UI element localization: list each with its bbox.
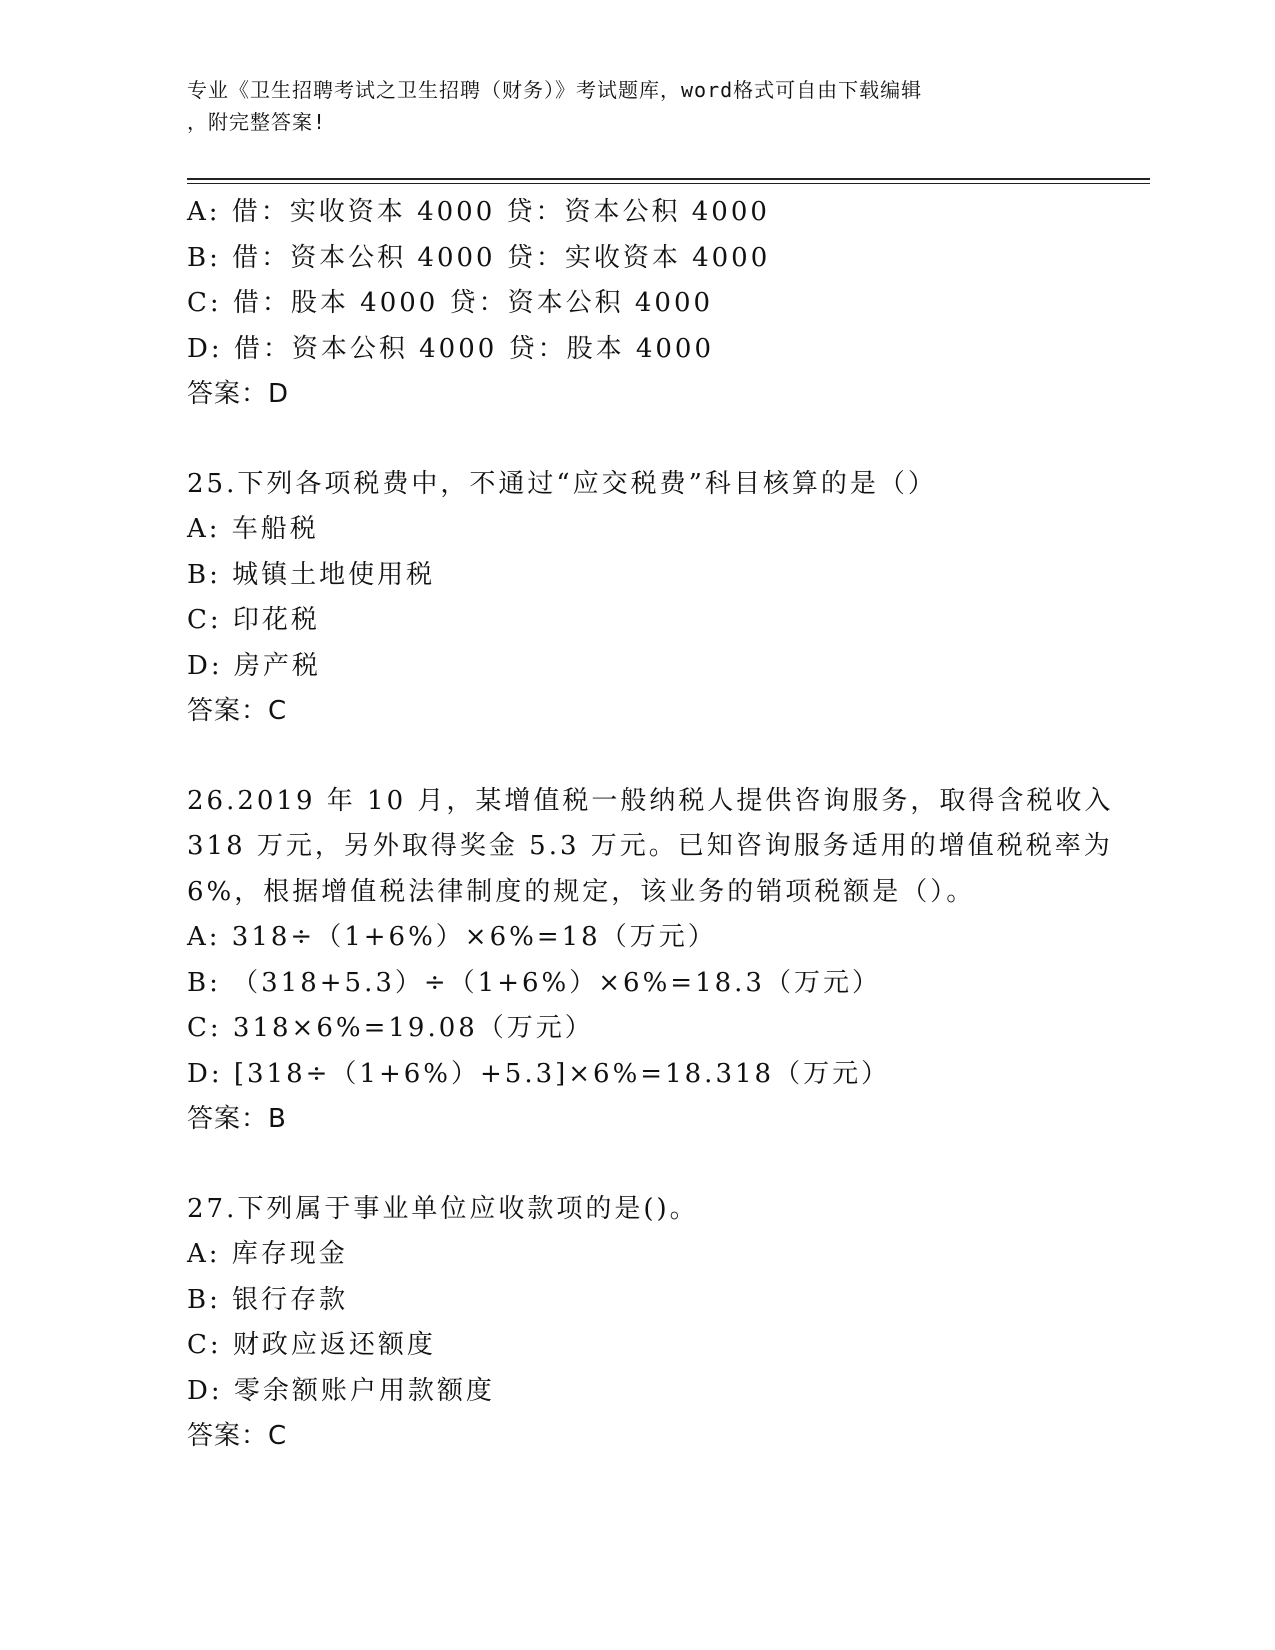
answer: 答案：B: [187, 1104, 287, 1134]
question-text-line-2: 318 万元，另外取得奖金 5.3 万元。已知咨询服务适用的增值税税率为: [187, 831, 1113, 861]
answer: 答案：D: [187, 379, 290, 409]
question-26: [187, 779, 1187, 1143]
option-a: A: 库存现金: [187, 1239, 348, 1269]
header-line-1: 专业《卫生招聘考试之卫生招聘（财务）》考试题库，word格式可自由下载编辑: [187, 78, 923, 102]
option-a: A: 318÷（1+6%）×6%=18（万元）: [187, 922, 717, 952]
answer: 答案：C: [187, 1421, 288, 1451]
option-b: B: 借：资本公积 4000 贷：实收资本 4000: [187, 242, 771, 273]
option-d: D: 房产税: [187, 650, 321, 681]
question-27: [187, 1187, 1187, 1460]
question-text: 25.下列各项税费中，不通过“应交税费”科目核算的是（）: [187, 468, 937, 499]
option-c: C: 印花税: [187, 605, 320, 635]
option-d: D: [318÷（1+6%）+5.3]×6%=18.318（万元）: [187, 1058, 891, 1089]
option-c: C: 318×6%=19.08（万元）: [187, 1013, 594, 1043]
header-line-2: ，附完整答案!: [187, 110, 327, 134]
answer: 答案：C: [187, 696, 288, 726]
option-d: D: 零余额账户用款额度: [187, 1375, 495, 1406]
spacer: [187, 1143, 1187, 1187]
header-rule-thick: [187, 178, 1150, 180]
option-c: C: 借：股本 4000 贷：资本公积 4000: [187, 288, 714, 318]
option-a: A: 车船税: [187, 514, 319, 544]
header-rule-thin: [187, 183, 1150, 184]
question-text: 27.下列属于事业单位应收款项的是()。: [187, 1193, 699, 1224]
spacer: [187, 418, 1187, 462]
question-text-line-1: 26.2019 年 10 月，某增值税一般纳税人提供咨询服务，取得含税收入: [187, 785, 1114, 816]
question-24: [187, 190, 1187, 418]
option-c: C: 财政应返还额度: [187, 1330, 436, 1360]
spacer: [187, 735, 1187, 779]
option-b: B: 城镇土地使用税: [187, 559, 436, 590]
option-b: B: （318+5.3）÷（1+6%）×6%=18.3（万元）: [187, 967, 881, 998]
question-text-line-3: 6%，根据增值税法律制度的规定，该业务的销项税额是（）。: [187, 876, 976, 907]
question-list: [187, 190, 1187, 1460]
question-25: [187, 462, 1187, 735]
option-b: B: 银行存款: [187, 1284, 349, 1315]
option-a: A: 借：实收资本 4000 贷：资本公积 4000: [187, 197, 770, 227]
option-d: D: 借：资本公积 4000 贷：股本 4000: [187, 333, 715, 364]
document-header: [187, 74, 1087, 138]
